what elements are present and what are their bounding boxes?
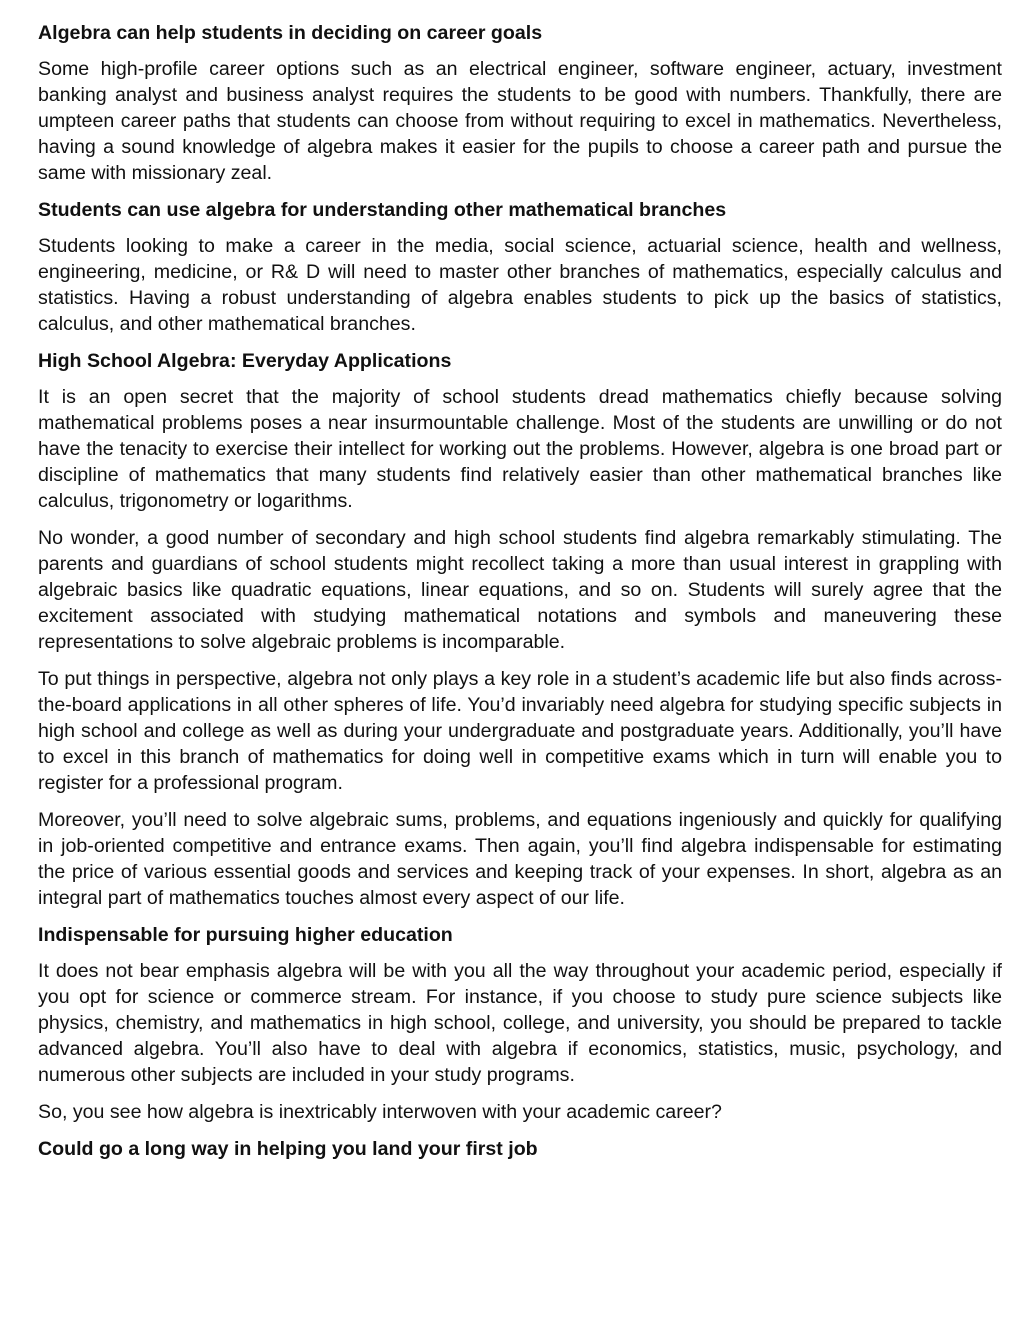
section-first-job (38, 1136, 1002, 1162)
paragraph: Some high-profile career options such as an electrical engineer, software engineer, actuary, investment banking analyst and business analyst requires the students to be good with numbers. Thankfully, there are umpteen career paths that students can choose from without requiring to excel in mathematics. Nevertheless, having a sound knowledge of algebra makes it easier for the pupils to choose a career path and pursue the same with missionary zeal. (38, 58, 1002, 184)
section-heading: Could go a long way in helping you land your first job (38, 1138, 538, 1160)
section-other-branches (38, 197, 1002, 337)
section-heading: Indispensable for pursuing higher education (38, 924, 453, 946)
paragraph: To put things in perspective, algebra not only plays a key role in a student’s academic life but also finds across-the-board applications in all other spheres of life. You’d invariably need algebra for studying specific subjects in high school and college as well as during your undergraduate and postgraduate years. Additionally, you’ll have to excel in this branch of mathematics for doing well in competitive exams which in turn will enable you to register for a professional program. (38, 668, 1002, 794)
section-everyday-applications (38, 348, 1002, 911)
section-heading: Students can use algebra for understanding other mathematical branches (38, 199, 727, 221)
paragraph: So, you see how algebra is inextricably interwoven with your academic career? (38, 1101, 722, 1123)
paragraph: Moreover, you’ll need to solve algebraic sums, problems, and equations ingeniously and quickly for qualifying in job-oriented competitive and entrance exams. Then again, you’ll find algebra indispensable for estimating the price of various essential goods and services and keeping track of your expenses. In short, algebra as an integral part of mathematics touches almost every aspect of our life. (38, 809, 1002, 909)
paragraph: It does not bear emphasis algebra will be with you all the way throughout your academic period, especially if you opt for science or commerce stream. For instance, if you choose to study pure science subjects like physics, chemistry, and mathematics in high school, college, and university, you should be prepared to tackle advanced algebra. You’ll also have to deal with algebra if economics, statistics, music, psychology, and numerous other subjects are included in your study programs. (38, 960, 1002, 1086)
paragraph: No wonder, a good number of secondary and high school students find algebra remarkably stimulating. The parents and guardians of school students might recollect taking a more than usual interest in grappling with algebraic basics like quadratic equations, linear equations, and so on. Students will surely agree that the excitement associated with studying mathematical notations and symbols and maneuvering these representations to solve algebraic problems is incomparable. (38, 527, 1002, 653)
section-career-goals (38, 20, 1002, 186)
section-higher-education (38, 922, 1002, 1125)
paragraph: It is an open secret that the majority of school students dread mathematics chiefly because solving mathematical problems poses a near insurmountable challenge. Most of the students are unwilling or do not have the tenacity to exercise their intellect for working out the problems. However, algebra is one broad part or discipline of mathematics that many students find relatively easier than other mathematical branches like calculus, trigonometry or logarithms. (38, 386, 1002, 512)
paragraph: Students looking to make a career in the media, social science, actuarial science, health and wellness, engineering, medicine, or R& D will need to master other branches of mathematics, especially calculus and statistics. Having a robust understanding of algebra enables students to pick up the basics of statistics, calculus, and other mathematical branches. (38, 235, 1002, 335)
section-heading: Algebra can help students in deciding on career goals (38, 22, 543, 44)
document-page (38, 20, 1002, 1172)
section-heading: High School Algebra: Everyday Applications (38, 350, 452, 372)
